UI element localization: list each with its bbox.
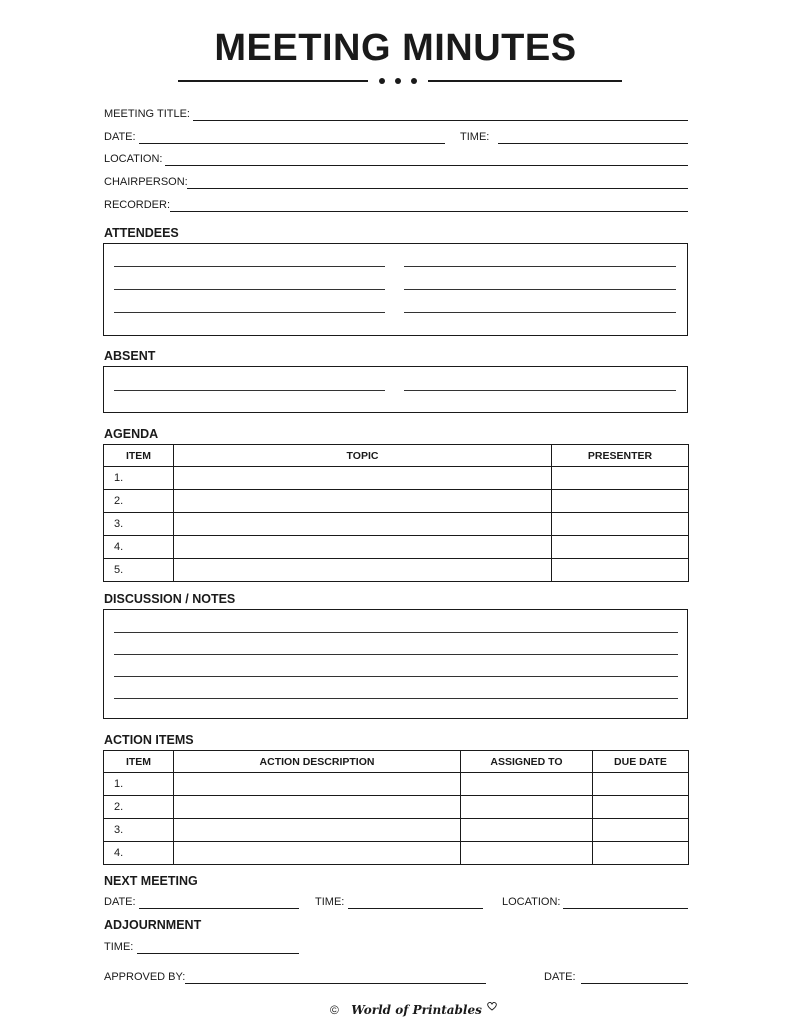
action-description-cell[interactable] — [174, 819, 461, 842]
agenda-topic-cell[interactable] — [174, 490, 552, 513]
notes-line[interactable] — [114, 632, 678, 633]
action-description-cell[interactable] — [174, 773, 461, 796]
action-description-cell[interactable] — [174, 796, 461, 819]
meeting-title-line[interactable] — [193, 120, 688, 121]
action-item-number: 4. — [104, 842, 174, 865]
action-header-item: ITEM — [104, 751, 174, 773]
absent-heading: ABSENT — [104, 349, 156, 363]
agenda-item-number: 5. — [104, 559, 174, 582]
table-row — [104, 490, 689, 513]
divider-dot — [379, 78, 385, 84]
next-time-label: TIME: — [315, 896, 345, 908]
absent-line[interactable] — [404, 390, 676, 391]
action-due-date-cell[interactable] — [593, 842, 689, 865]
table-row — [104, 773, 689, 796]
agenda-item-number: 3. — [104, 513, 174, 536]
attendee-line[interactable] — [404, 289, 676, 290]
discussion-heading: DISCUSSION / NOTES — [104, 592, 236, 606]
adjournment-heading: ADJOURNMENT — [104, 918, 202, 932]
action-header-due-date: DUE DATE — [593, 751, 689, 773]
approved-by-line[interactable] — [185, 983, 486, 984]
agenda-header-presenter: PRESENTER — [552, 445, 689, 467]
agenda-heading: AGENDA — [104, 427, 159, 441]
attendees-heading: ATTENDEES — [104, 226, 179, 240]
agenda-presenter-cell[interactable] — [552, 490, 689, 513]
attendee-line[interactable] — [114, 312, 385, 313]
discussion-box[interactable] — [103, 609, 688, 719]
attendee-line[interactable] — [404, 312, 676, 313]
meeting-title-label: MEETING TITLE: — [104, 108, 190, 120]
action-assigned-cell[interactable] — [461, 796, 593, 819]
notes-line[interactable] — [114, 698, 678, 699]
date-line[interactable] — [139, 143, 445, 144]
time-label: TIME: — [460, 131, 490, 143]
action-due-date-cell[interactable] — [593, 819, 689, 842]
table-row — [104, 842, 689, 865]
action-header-assigned: ASSIGNED TO — [461, 751, 593, 773]
recorder-label: RECORDER: — [104, 199, 171, 211]
recorder-line[interactable] — [170, 211, 688, 212]
next-time-line[interactable] — [348, 908, 483, 909]
approved-by-label: APPROVED BY: — [104, 971, 186, 983]
title-divider-right — [428, 80, 622, 82]
agenda-presenter-cell[interactable] — [552, 467, 689, 490]
heart-icon — [487, 1001, 497, 1011]
agenda-presenter-cell[interactable] — [552, 513, 689, 536]
date-label: DATE: — [104, 131, 136, 143]
table-row — [104, 467, 689, 490]
table-row — [104, 513, 689, 536]
footer-brand — [330, 1001, 497, 1017]
divider-dot — [395, 78, 401, 84]
table-row — [104, 819, 689, 842]
action-item-number: 1. — [104, 773, 174, 796]
time-line[interactable] — [498, 143, 688, 144]
chairperson-line[interactable] — [187, 188, 688, 189]
action-item-number: 2. — [104, 796, 174, 819]
action-due-date-cell[interactable] — [593, 773, 689, 796]
attendee-line[interactable] — [114, 289, 385, 290]
brand-logo-text: World of Printables — [351, 1003, 482, 1017]
next-date-label: DATE: — [104, 896, 136, 908]
location-label: LOCATION: — [104, 153, 163, 165]
agenda-header-item: ITEM — [104, 445, 174, 467]
approval-date-line[interactable] — [581, 983, 688, 984]
table-row — [104, 559, 689, 582]
table-row — [104, 796, 689, 819]
agenda-topic-cell[interactable] — [174, 513, 552, 536]
agenda-item-number: 4. — [104, 536, 174, 559]
action-items-table — [103, 750, 689, 865]
next-location-line[interactable] — [563, 908, 688, 909]
agenda-item-number: 2. — [104, 490, 174, 513]
notes-line[interactable] — [114, 676, 678, 677]
agenda-presenter-cell[interactable] — [552, 559, 689, 582]
agenda-presenter-cell[interactable] — [552, 536, 689, 559]
agenda-item-number: 1. — [104, 467, 174, 490]
absent-line[interactable] — [114, 390, 385, 391]
agenda-header-topic: TOPIC — [174, 445, 552, 467]
next-date-line[interactable] — [139, 908, 299, 909]
action-items-heading: ACTION ITEMS — [104, 733, 194, 747]
attendee-line[interactable] — [404, 266, 676, 267]
chairperson-label: CHAIRPERSON: — [104, 176, 188, 188]
notes-line[interactable] — [114, 654, 678, 655]
approval-date-label: DATE: — [544, 971, 576, 983]
action-assigned-cell[interactable] — [461, 842, 593, 865]
action-assigned-cell[interactable] — [461, 819, 593, 842]
next-meeting-heading: NEXT MEETING — [104, 874, 198, 888]
adjournment-time-line[interactable] — [137, 953, 299, 954]
attendee-line[interactable] — [114, 266, 385, 267]
action-assigned-cell[interactable] — [461, 773, 593, 796]
agenda-table — [103, 444, 689, 582]
location-line[interactable] — [165, 165, 688, 166]
agenda-topic-cell[interactable] — [174, 536, 552, 559]
title-divider-left — [178, 80, 368, 82]
action-header-description: ACTION DESCRIPTION — [174, 751, 461, 773]
agenda-topic-cell[interactable] — [174, 467, 552, 490]
page-title: MEETING MINUTES — [214, 27, 577, 69]
adjournment-time-label: TIME: — [104, 941, 134, 953]
action-due-date-cell[interactable] — [593, 796, 689, 819]
agenda-topic-cell[interactable] — [174, 559, 552, 582]
divider-dot — [411, 78, 417, 84]
next-location-label: LOCATION: — [502, 896, 561, 908]
action-description-cell[interactable] — [174, 842, 461, 865]
action-item-number: 3. — [104, 819, 174, 842]
copyright-symbol: © — [330, 1003, 339, 1017]
table-row — [104, 536, 689, 559]
